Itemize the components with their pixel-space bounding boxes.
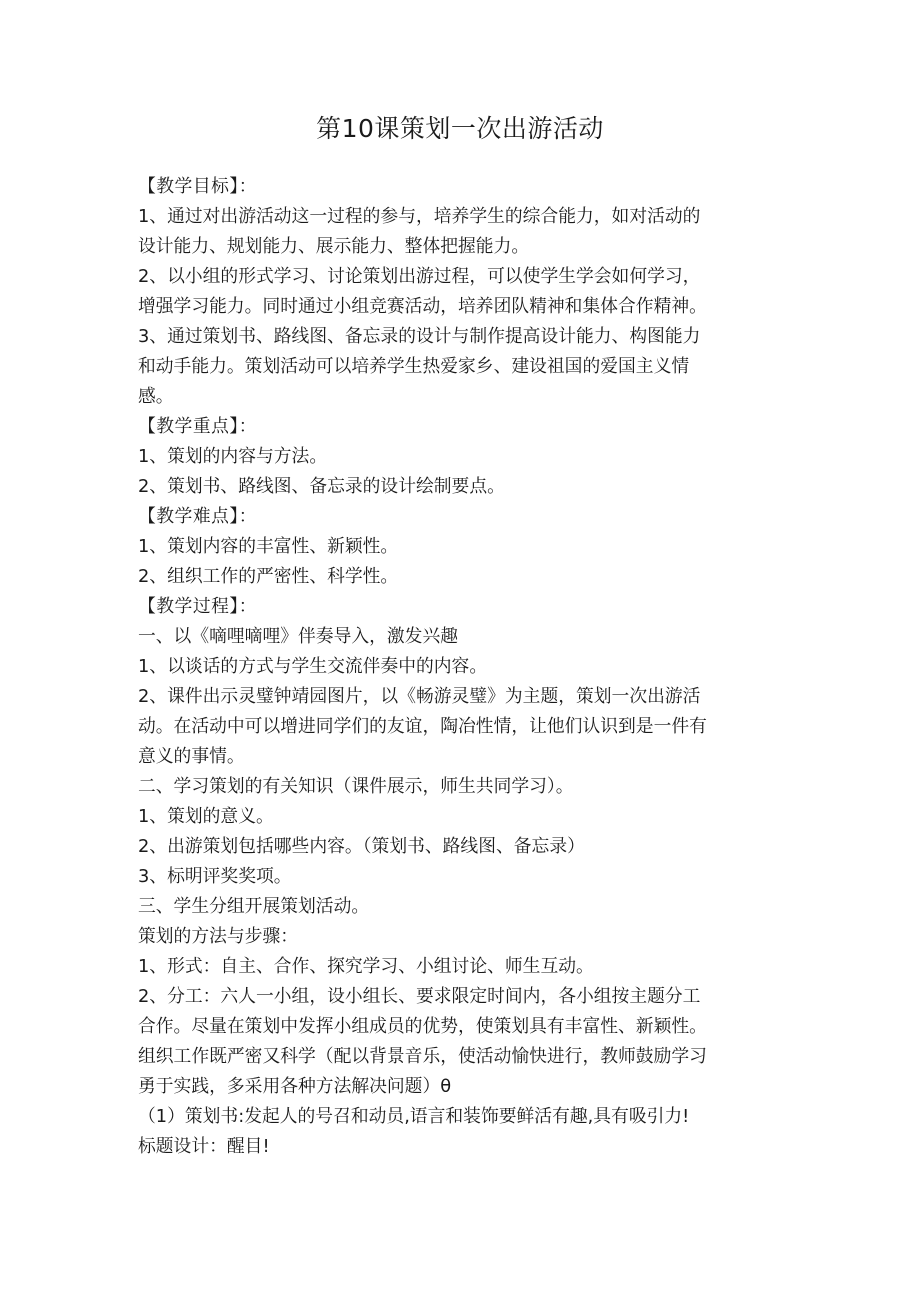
text-line: 三、学生分组开展策划活动。	[138, 896, 370, 917]
text-line: 设计能力、规划能力、展示能力、整体把握能力。	[138, 236, 530, 257]
text-line: 1、策划的意义。	[138, 806, 274, 827]
text-line: 感。	[138, 386, 174, 407]
document-body	[138, 172, 788, 1162]
text-line: 增强学习能力。同时通过小组竞赛活动，培养团队精神和集体合作精神。	[138, 296, 707, 317]
text-line: 动。在活动中可以增进同学们的友谊，陶冶性情，让他们认识到是一件有	[138, 716, 707, 737]
text-line: 2、组织工作的严密性、科学性。	[138, 566, 399, 587]
section-heading: 【教学难点】：	[138, 506, 258, 527]
text-line: 3、标明评奖奖项。	[138, 866, 292, 887]
text-line: 二、学习策划的有关知识（课件展示，师生共同学习）。	[138, 776, 574, 797]
text-line: 2、出游策划包括哪些内容。（策划书、路线图、备忘录）	[138, 836, 585, 857]
text-line: 3、通过策划书、路线图、备忘录的设计与制作提高设计能力、构图能力	[138, 326, 701, 347]
text-line: 1、通过对出游活动这一过程的参与，培养学生的综合能力，如对活动的	[138, 206, 701, 227]
text-line: （1）策划书:发起人的号召和动员,语言和装饰要鲜活有趣,具有吸引力!	[138, 1106, 690, 1127]
text-line: 2、以小组的形式学习、讨论策划出游过程，可以使学生学会如何学习，	[138, 266, 701, 287]
text-line: 标题设计：醒目!	[138, 1136, 270, 1157]
text-line: 勇于实践，多采用各种方法解决问题）θ	[138, 1076, 452, 1097]
text-line: 1、以谈话的方式与学生交流伴奏中的内容。	[138, 656, 488, 677]
text-line: 合作。尽量在策划中发挥小组成员的优势，使策划具有丰富性、新颖性。	[138, 1016, 707, 1037]
section-heading: 【教学过程】：	[138, 596, 258, 617]
text-line: 2、分工：六人一小组，设小组长、要求限定时间内，各小组按主题分工	[138, 986, 701, 1007]
text-line: 1、策划内容的丰富性、新颖性。	[138, 536, 399, 557]
text-line: 组织工作既严密又科学（配以背景音乐，使活动愉快进行，教师鼓励学习	[138, 1046, 707, 1067]
text-line: 策划的方法与步骤：	[138, 926, 299, 947]
text-line: 2、课件出示灵璧钟靖园图片，以《畅游灵璧》为主题，策划一次出游活	[138, 686, 701, 707]
text-line: 1、形式：自主、合作、探究学习、小组讨论、师生互动。	[138, 956, 594, 977]
section-heading: 【教学目标】：	[138, 176, 258, 197]
text-line: 一、以《嘀哩嘀哩》伴奏导入，激发兴趣	[138, 626, 459, 647]
text-line: 和动手能力。策划活动可以培养学生热爱家乡、建设祖国的爱国主义情	[138, 356, 690, 377]
section-heading: 【教学重点】：	[138, 416, 258, 437]
text-line: 1、策划的内容与方法。	[138, 446, 328, 467]
text-line: 2、策划书、路线图、备忘录的设计绘制要点。	[138, 476, 505, 497]
text-line: 意义的事情。	[138, 746, 245, 767]
page-title: 第10课策划一次出游活动	[316, 114, 604, 143]
